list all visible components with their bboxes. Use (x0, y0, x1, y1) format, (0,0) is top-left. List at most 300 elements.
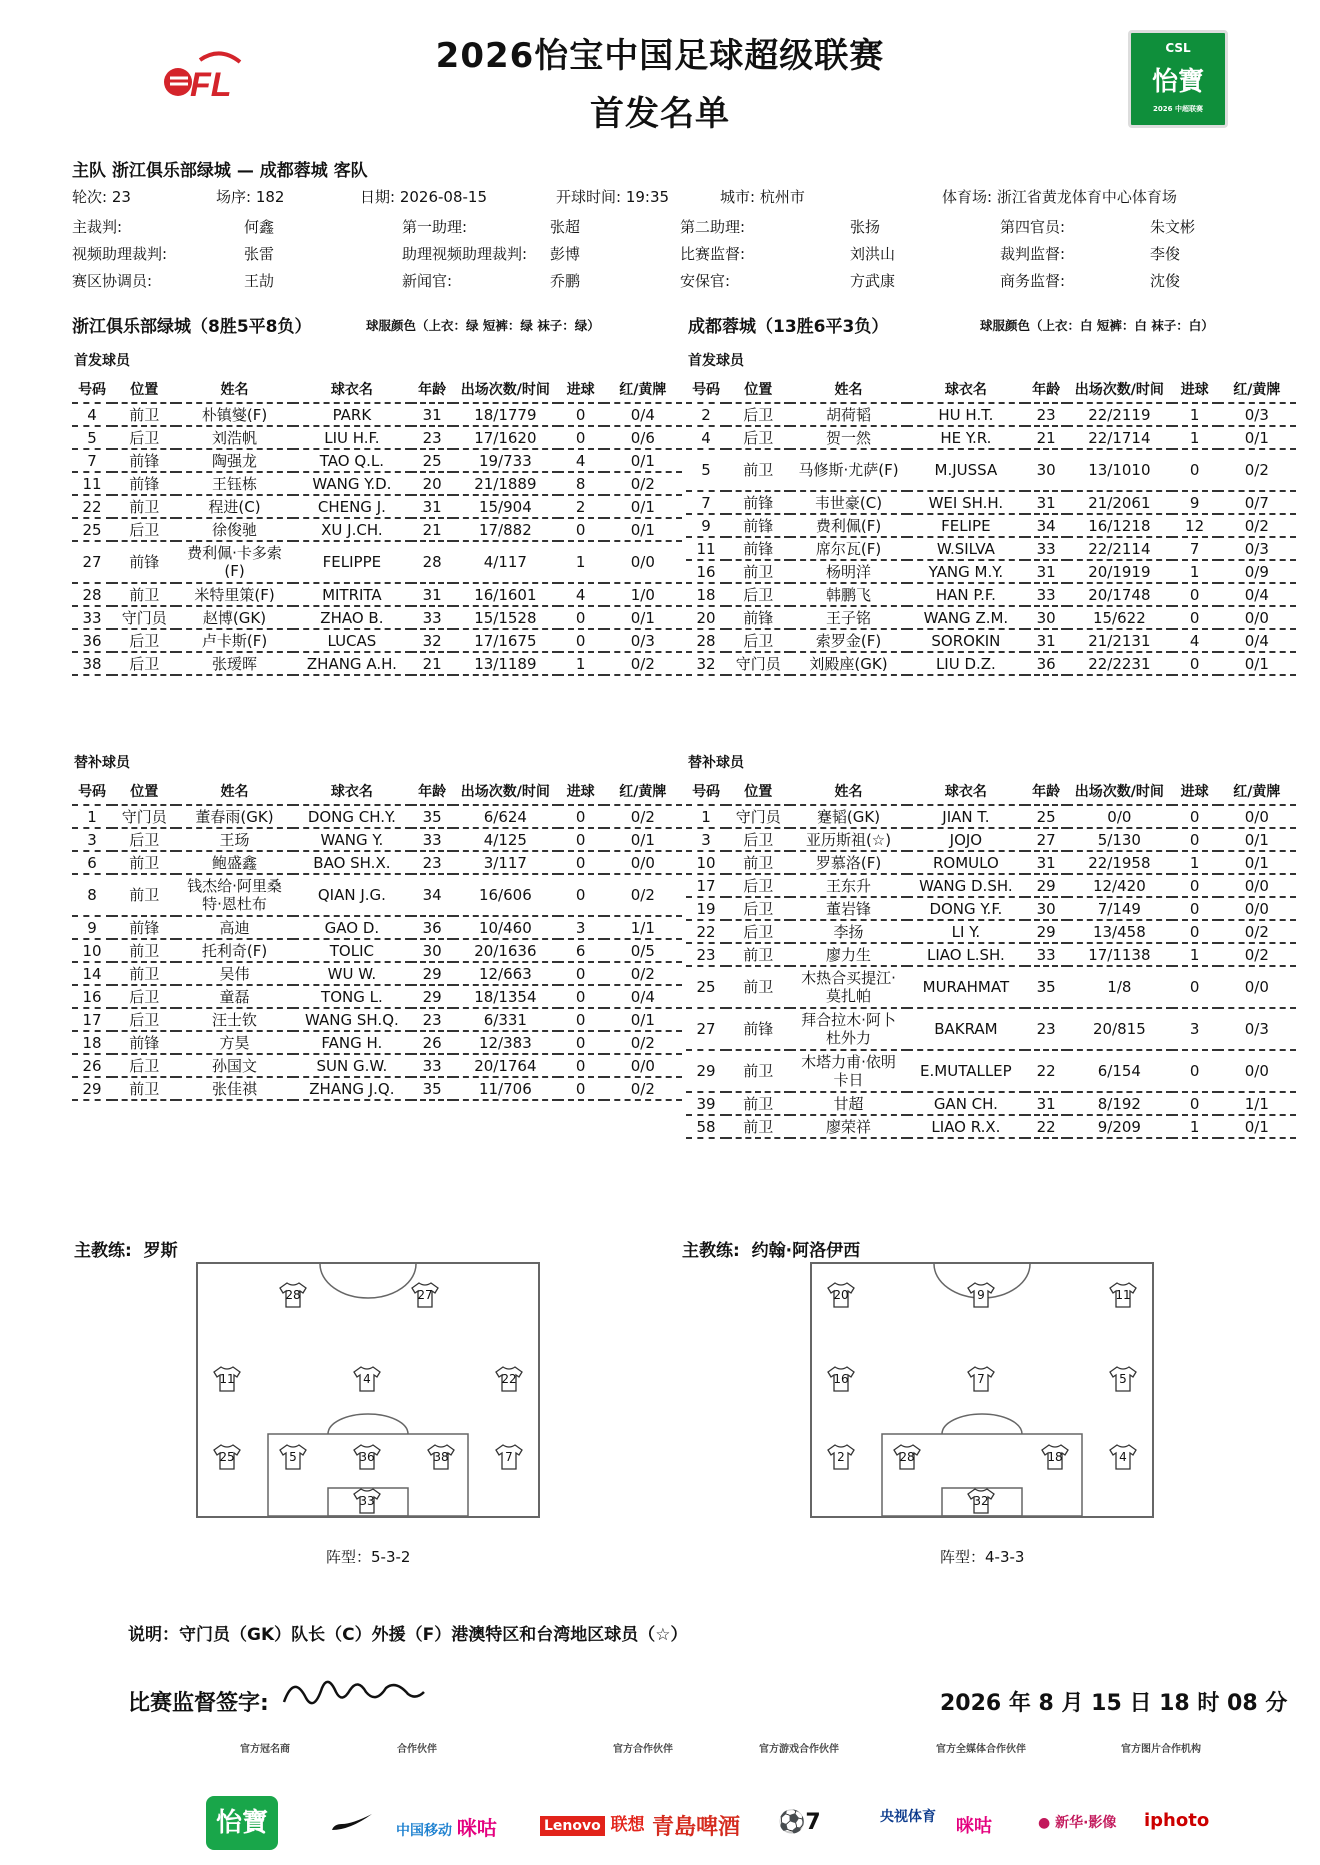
table-cell: XU J.CH. (293, 518, 411, 541)
table-cell: 0/2 (604, 805, 682, 828)
match-line: 主队 浙江俱乐部绿城 — 成都蓉城 客队 (72, 161, 368, 181)
table-cell: WANG Y.D. (293, 472, 411, 495)
table-cell: 6 (558, 939, 604, 962)
table-cell: 前锋 (726, 606, 790, 629)
column-header: 红/黄牌 (604, 778, 682, 805)
table-cell: 0/1 (604, 606, 682, 629)
column-header: 年龄 (1025, 778, 1067, 805)
column-header: 号码 (686, 376, 726, 403)
media-partner-logo: ● 新华·影像 (1038, 1815, 1117, 1831)
column-header: 红/黄牌 (1218, 376, 1296, 403)
table-cell: 5/130 (1067, 828, 1171, 851)
away-formation: 阵型：4-3-3 (940, 1548, 1025, 1566)
table-cell: 前卫 (726, 1092, 790, 1115)
column-header: 球衣名 (293, 778, 411, 805)
table-cell: 28 (686, 629, 726, 652)
table-row (72, 985, 682, 1008)
sponsor-caption: 官方冠名商 (240, 1744, 290, 1755)
table-cell: 30 (1025, 449, 1067, 491)
table-cell: 甘超 (790, 1092, 906, 1115)
signature-label: 比赛监督签字: (128, 1691, 269, 1716)
table-cell: 0/1 (1218, 652, 1296, 675)
table-cell: 0/0 (1218, 805, 1296, 828)
column-header: 出场次数/时间 (453, 376, 557, 403)
table-cell: 守门员 (726, 652, 790, 675)
table-cell: 30 (1025, 897, 1067, 920)
table-cell: E.MUTALLEP (907, 1050, 1025, 1092)
table-cell: 6/624 (453, 805, 557, 828)
table-cell: 27 (686, 1008, 726, 1050)
table-cell: 0/1 (604, 495, 682, 518)
table-cell: 27 (72, 541, 112, 583)
table-cell: 0/2 (604, 1077, 682, 1100)
table-cell: 杨明洋 (790, 560, 906, 583)
table-cell: 0 (558, 629, 604, 652)
table-row (686, 514, 1296, 537)
table-cell: 9/209 (1067, 1115, 1171, 1138)
table-cell: WEI SH.H. (907, 491, 1025, 514)
table-cell: 0/1 (604, 449, 682, 472)
player-number: 25 (219, 1450, 235, 1464)
table-cell: 前卫 (112, 403, 176, 426)
table-cell: 前卫 (112, 1077, 176, 1100)
table-cell: 21 (411, 652, 453, 675)
table-cell: 36 (411, 916, 453, 939)
table-row (72, 495, 682, 518)
table-cell: 0/1 (604, 518, 682, 541)
table-cell: 0/2 (604, 874, 682, 916)
table-row (686, 1092, 1296, 1115)
table-cell: 22 (686, 920, 726, 943)
player-shirt-icon (212, 1444, 242, 1474)
player-shirt-icon (352, 1444, 382, 1474)
table-cell: 0 (1172, 805, 1218, 828)
official-name: 张超 (550, 218, 581, 236)
table-cell: 拜合拉木·阿卜杜外力 (790, 1008, 906, 1050)
table-cell: 12/420 (1067, 874, 1171, 897)
table-cell: 18 (686, 583, 726, 606)
table-cell: 12 (1172, 514, 1218, 537)
table-row (72, 472, 682, 495)
table-row (686, 426, 1296, 449)
table-cell: 3/117 (453, 851, 557, 874)
table-cell: 9 (72, 916, 112, 939)
table-cell: 董春雨(GK) (176, 805, 292, 828)
table-cell: 董岩锋 (790, 897, 906, 920)
table-cell: 0 (558, 851, 604, 874)
table-cell: 0 (558, 1054, 604, 1077)
player-number: 18 (1047, 1450, 1063, 1464)
column-header: 出场次数/时间 (1067, 376, 1171, 403)
table-cell: 徐俊驰 (176, 518, 292, 541)
table-cell: 前锋 (112, 472, 176, 495)
table-cell: 18/1779 (453, 403, 557, 426)
table-cell: W.SILVA (907, 537, 1025, 560)
table-cell: 30 (1025, 606, 1067, 629)
official-name: 刘洪山 (850, 245, 896, 263)
table-cell: 0 (558, 1031, 604, 1054)
table-row (72, 518, 682, 541)
table-cell: 26 (72, 1054, 112, 1077)
table-cell: WU W. (293, 962, 411, 985)
table-cell: 23 (1025, 1008, 1067, 1050)
official-role: 第二助理: (680, 218, 746, 236)
table-cell: 14 (72, 962, 112, 985)
table-cell: 3 (72, 828, 112, 851)
table-cell: 方昊 (176, 1031, 292, 1054)
table-cell: 1/8 (1067, 966, 1171, 1008)
player-shirt-icon (426, 1444, 456, 1474)
table-cell: 0 (1172, 897, 1218, 920)
table-cell: 米特里策(F) (176, 583, 292, 606)
table-cell: 韩鹏飞 (790, 583, 906, 606)
table-cell: 25 (1025, 805, 1067, 828)
table-cell: 23 (686, 943, 726, 966)
table-cell: 李扬 (790, 920, 906, 943)
table-cell: 0/0 (604, 851, 682, 874)
table-cell: 20/1748 (1067, 583, 1171, 606)
player-number: 4 (1119, 1450, 1127, 1464)
official-name: 乔鹏 (550, 272, 581, 290)
table-cell: 34 (411, 874, 453, 916)
legend-note: 说明：守门员（GK）队长（C）外援（F）港澳特区和台湾地区球员（☆） (128, 1625, 688, 1645)
table-cell: 王玚 (176, 828, 292, 851)
table-cell: 9 (686, 514, 726, 537)
table-cell: 28 (411, 541, 453, 583)
table-cell: 张佳祺 (176, 1077, 292, 1100)
table-cell: 22/1958 (1067, 851, 1171, 874)
table-cell: 前卫 (112, 962, 176, 985)
table-cell: 22 (1025, 1050, 1067, 1092)
table-row (686, 966, 1296, 1008)
table-cell: 29 (411, 985, 453, 1008)
table-cell: 0/0 (1218, 606, 1296, 629)
player-number: 11 (1115, 1288, 1131, 1302)
table-cell: 4 (1172, 629, 1218, 652)
table-cell: 0/1 (1218, 1115, 1296, 1138)
official-name: 张扬 (850, 218, 881, 236)
table-cell: 0/2 (1218, 943, 1296, 966)
table-cell: 33 (411, 606, 453, 629)
table-cell: 程进(C) (176, 495, 292, 518)
table-cell: LUCAS (293, 629, 411, 652)
player-number: 7 (977, 1372, 985, 1386)
home-starters-label: 首发球员 (74, 353, 130, 369)
table-cell: 0 (1172, 966, 1218, 1008)
table-cell: YANG M.Y. (907, 560, 1025, 583)
table-cell: 韦世豪(C) (790, 491, 906, 514)
table-cell: 前卫 (112, 939, 176, 962)
table-cell: 7 (686, 491, 726, 514)
official-name: 李俊 (1150, 245, 1181, 263)
table-row (72, 805, 682, 828)
table-cell: 0/3 (1218, 1008, 1296, 1050)
table-cell: 31 (1025, 1092, 1067, 1115)
table-cell: 1 (1172, 560, 1218, 583)
table-row (72, 874, 682, 916)
table-row (686, 629, 1296, 652)
table-row (686, 583, 1296, 606)
table-cell: 后卫 (726, 920, 790, 943)
table-cell: 21/1889 (453, 472, 557, 495)
table-cell: BAO SH.X. (293, 851, 411, 874)
table-cell: 13/1010 (1067, 449, 1171, 491)
table-cell: 31 (1025, 851, 1067, 874)
official-role: 商务监督: (1000, 272, 1066, 290)
table-cell: 39 (686, 1092, 726, 1115)
table-row (72, 652, 682, 675)
table-cell: DONG Y.F. (907, 897, 1025, 920)
table-cell: 前卫 (726, 851, 790, 874)
table-cell: 17/1138 (1067, 943, 1171, 966)
table-cell: 0/2 (1218, 920, 1296, 943)
player-shirt-icon (494, 1366, 524, 1396)
table-cell: 后卫 (726, 403, 790, 426)
table-cell: 1 (686, 805, 726, 828)
table-cell: LIAO R.X. (907, 1115, 1025, 1138)
table-cell: 亚历斯祖(☆) (790, 828, 906, 851)
table-cell: 20/1764 (453, 1054, 557, 1077)
table-cell: 王东升 (790, 874, 906, 897)
table-cell: 29 (72, 1077, 112, 1100)
column-header: 进球 (1172, 778, 1218, 805)
table-cell: 后卫 (112, 828, 176, 851)
table-cell: 刘殿座(GK) (790, 652, 906, 675)
table-cell: 5 (72, 426, 112, 449)
table-cell: 7 (72, 449, 112, 472)
match-info: 轮次: 23 (72, 188, 131, 206)
column-header: 球衣名 (293, 376, 411, 403)
sponsor-caption: 官方游戏合作伙伴 (759, 1744, 839, 1755)
table-cell: 胡荷韬 (790, 403, 906, 426)
table-cell: DONG CH.Y. (293, 805, 411, 828)
table-cell: 3 (558, 916, 604, 939)
official-role: 安保官: (680, 272, 731, 290)
table-cell: 后卫 (112, 518, 176, 541)
table-cell: 22/2119 (1067, 403, 1171, 426)
table-cell: 31 (1025, 560, 1067, 583)
table-cell: 前卫 (112, 874, 176, 916)
player-shirt-icon (212, 1366, 242, 1396)
column-header: 进球 (558, 376, 604, 403)
table-cell: 后卫 (726, 583, 790, 606)
table-cell: 26 (411, 1031, 453, 1054)
table-cell: 0 (558, 985, 604, 1008)
table-cell: 0/0 (1067, 805, 1171, 828)
venue: 浙江省黄龙体育中心体育场 (996, 188, 1177, 206)
table-cell: WANG SH.Q. (293, 1008, 411, 1031)
table-cell: 0/4 (1218, 583, 1296, 606)
table-cell: 6/331 (453, 1008, 557, 1031)
table-cell: 4 (72, 403, 112, 426)
table-cell: 前锋 (726, 1008, 790, 1050)
table-cell: 1 (558, 652, 604, 675)
table-cell: 16 (686, 560, 726, 583)
official-role: 赛区协调员: (72, 272, 153, 290)
table-cell: TOLIC (293, 939, 411, 962)
table-cell: 朴镇燮(F) (176, 403, 292, 426)
column-header: 年龄 (1025, 376, 1067, 403)
table-cell: 1 (558, 541, 604, 583)
table-cell: 后卫 (112, 985, 176, 1008)
table-row (72, 606, 682, 629)
player-number: 33 (359, 1494, 375, 1508)
player-number: 36 (359, 1450, 375, 1464)
table-cell: 后卫 (112, 652, 176, 675)
player-shirt-icon (278, 1444, 308, 1474)
table-cell: 1 (1172, 426, 1218, 449)
table-cell: 33 (1025, 943, 1067, 966)
official-role: 助理视频助理裁判: (402, 245, 528, 263)
column-header: 姓名 (176, 778, 292, 805)
table-cell: 吴伟 (176, 962, 292, 985)
table-cell: 0 (558, 962, 604, 985)
player-shirt-icon (966, 1488, 996, 1518)
table-cell: 22/2114 (1067, 537, 1171, 560)
table-cell: 22/2231 (1067, 652, 1171, 675)
table-cell: 16 (72, 985, 112, 1008)
table-cell: 卢卡斯(F) (176, 629, 292, 652)
official-role: 主裁判: (72, 218, 123, 236)
table-cell: 前卫 (726, 1050, 790, 1092)
table-row (686, 1115, 1296, 1138)
table-cell: 0/2 (1218, 449, 1296, 491)
official-name: 何鑫 (244, 218, 275, 236)
svg-text:FL: FL (190, 66, 232, 104)
column-header: 号码 (686, 778, 726, 805)
table-cell: 前锋 (112, 916, 176, 939)
table-cell: 木热合买提江·莫扎帕 (790, 966, 906, 1008)
table-cell: 前锋 (112, 1031, 176, 1054)
table-cell: FANG H. (293, 1031, 411, 1054)
away-team-name: 成都蓉城（13胜6平3负） (688, 317, 889, 337)
table-cell: 0 (558, 518, 604, 541)
table-cell: 前卫 (726, 560, 790, 583)
table-cell: 32 (411, 629, 453, 652)
official-name: 方武康 (850, 272, 896, 290)
table-cell: SUN G.W. (293, 1054, 411, 1077)
table-row (72, 851, 682, 874)
player-number: 5 (1119, 1372, 1127, 1386)
table-cell: 0/1 (604, 828, 682, 851)
table-cell: 28 (72, 583, 112, 606)
table-cell: 16/606 (453, 874, 557, 916)
table-cell: 23 (411, 426, 453, 449)
table-cell: 15/1528 (453, 606, 557, 629)
column-header: 年龄 (411, 376, 453, 403)
column-header: 红/黄牌 (604, 376, 682, 403)
table-cell: 0/3 (604, 629, 682, 652)
column-header: 号码 (72, 778, 112, 805)
table-cell: 4 (558, 583, 604, 606)
table-cell: 0 (1172, 606, 1218, 629)
table-cell: 22 (1025, 1115, 1067, 1138)
home-team-name: 浙江俱乐部绿城（8胜5平8负） (72, 317, 312, 337)
table-cell: FELIPPE (293, 541, 411, 583)
table-cell: 赵博(GK) (176, 606, 292, 629)
table-cell: 12/383 (453, 1031, 557, 1054)
player-number: 9 (977, 1288, 985, 1302)
table-cell: 34 (1025, 514, 1067, 537)
table-cell: 23 (411, 851, 453, 874)
table-cell: 0/2 (604, 962, 682, 985)
table-cell: 0/9 (1218, 560, 1296, 583)
table-row (72, 828, 682, 851)
column-header: 球衣名 (907, 376, 1025, 403)
table-row (686, 652, 1296, 675)
table-cell: 15/622 (1067, 606, 1171, 629)
table-cell: 11 (72, 472, 112, 495)
table-cell: 陶强龙 (176, 449, 292, 472)
table-cell: JIAN T. (907, 805, 1025, 828)
player-shirt-icon (278, 1282, 308, 1312)
table-row (72, 1054, 682, 1077)
player-number: 7 (505, 1450, 513, 1464)
ea-fc-logo: ⚽7 (778, 1810, 821, 1835)
table-cell: 后卫 (112, 1008, 176, 1031)
table-cell: ZHANG A.H. (293, 652, 411, 675)
table-cell: 20/815 (1067, 1008, 1171, 1050)
table-cell: 1 (1172, 943, 1218, 966)
table-cell: 罗慕洛(F) (790, 851, 906, 874)
table-cell: 10 (72, 939, 112, 962)
table-cell: 7/149 (1067, 897, 1171, 920)
table-cell: 费利佩·卡多索(F) (176, 541, 292, 583)
table-cell: 4/125 (453, 828, 557, 851)
table-cell: 后卫 (112, 426, 176, 449)
table-cell: QIAN J.G. (293, 874, 411, 916)
table-row (686, 1050, 1296, 1092)
table-cell: 张瑷晖 (176, 652, 292, 675)
player-shirt-icon (352, 1488, 382, 1518)
away-starters-table (686, 376, 1296, 676)
table-cell: HAN P.F. (907, 583, 1025, 606)
table-cell: 王子铭 (790, 606, 906, 629)
table-cell: 木塔力甫·依明卡日 (790, 1050, 906, 1092)
table-cell: 守门员 (112, 606, 176, 629)
table-cell: WANG D.SH. (907, 874, 1025, 897)
table-cell: LIU H.F. (293, 426, 411, 449)
signed-time: 2026 年 8 月 15 日 18 时 08 分 (940, 1691, 1288, 1716)
yibao-logo: 怡寶 (206, 1796, 278, 1850)
table-cell: 29 (686, 1050, 726, 1092)
table-cell: 后卫 (726, 897, 790, 920)
home-formation: 阵型：5-3-2 (326, 1548, 411, 1566)
table-cell: 6/154 (1067, 1050, 1171, 1092)
table-cell: 4 (686, 426, 726, 449)
table-cell: 31 (411, 583, 453, 606)
table-cell: LIAO L.SH. (907, 943, 1025, 966)
table-cell: 20/1919 (1067, 560, 1171, 583)
table-cell: 16/1218 (1067, 514, 1171, 537)
table-cell: WANG Z.M. (907, 606, 1025, 629)
official-name: 朱文彬 (1150, 218, 1196, 236)
table-row (72, 1008, 682, 1031)
table-cell: 0/0 (1218, 874, 1296, 897)
table-cell: 19/733 (453, 449, 557, 472)
home-kit: 球服颜色（上衣：绿 短裤：绿 袜子：绿） (366, 318, 600, 333)
table-cell: HE Y.R. (907, 426, 1025, 449)
table-cell: 23 (1025, 403, 1067, 426)
table-cell: 0 (1172, 920, 1218, 943)
player-number: 2 (837, 1450, 845, 1464)
column-header: 姓名 (790, 778, 906, 805)
column-header: 年龄 (411, 778, 453, 805)
table-cell: 11 (686, 537, 726, 560)
table-cell: 21 (1025, 426, 1067, 449)
home-formation-pitch (196, 1262, 540, 1518)
table-cell: 21/2061 (1067, 491, 1171, 514)
